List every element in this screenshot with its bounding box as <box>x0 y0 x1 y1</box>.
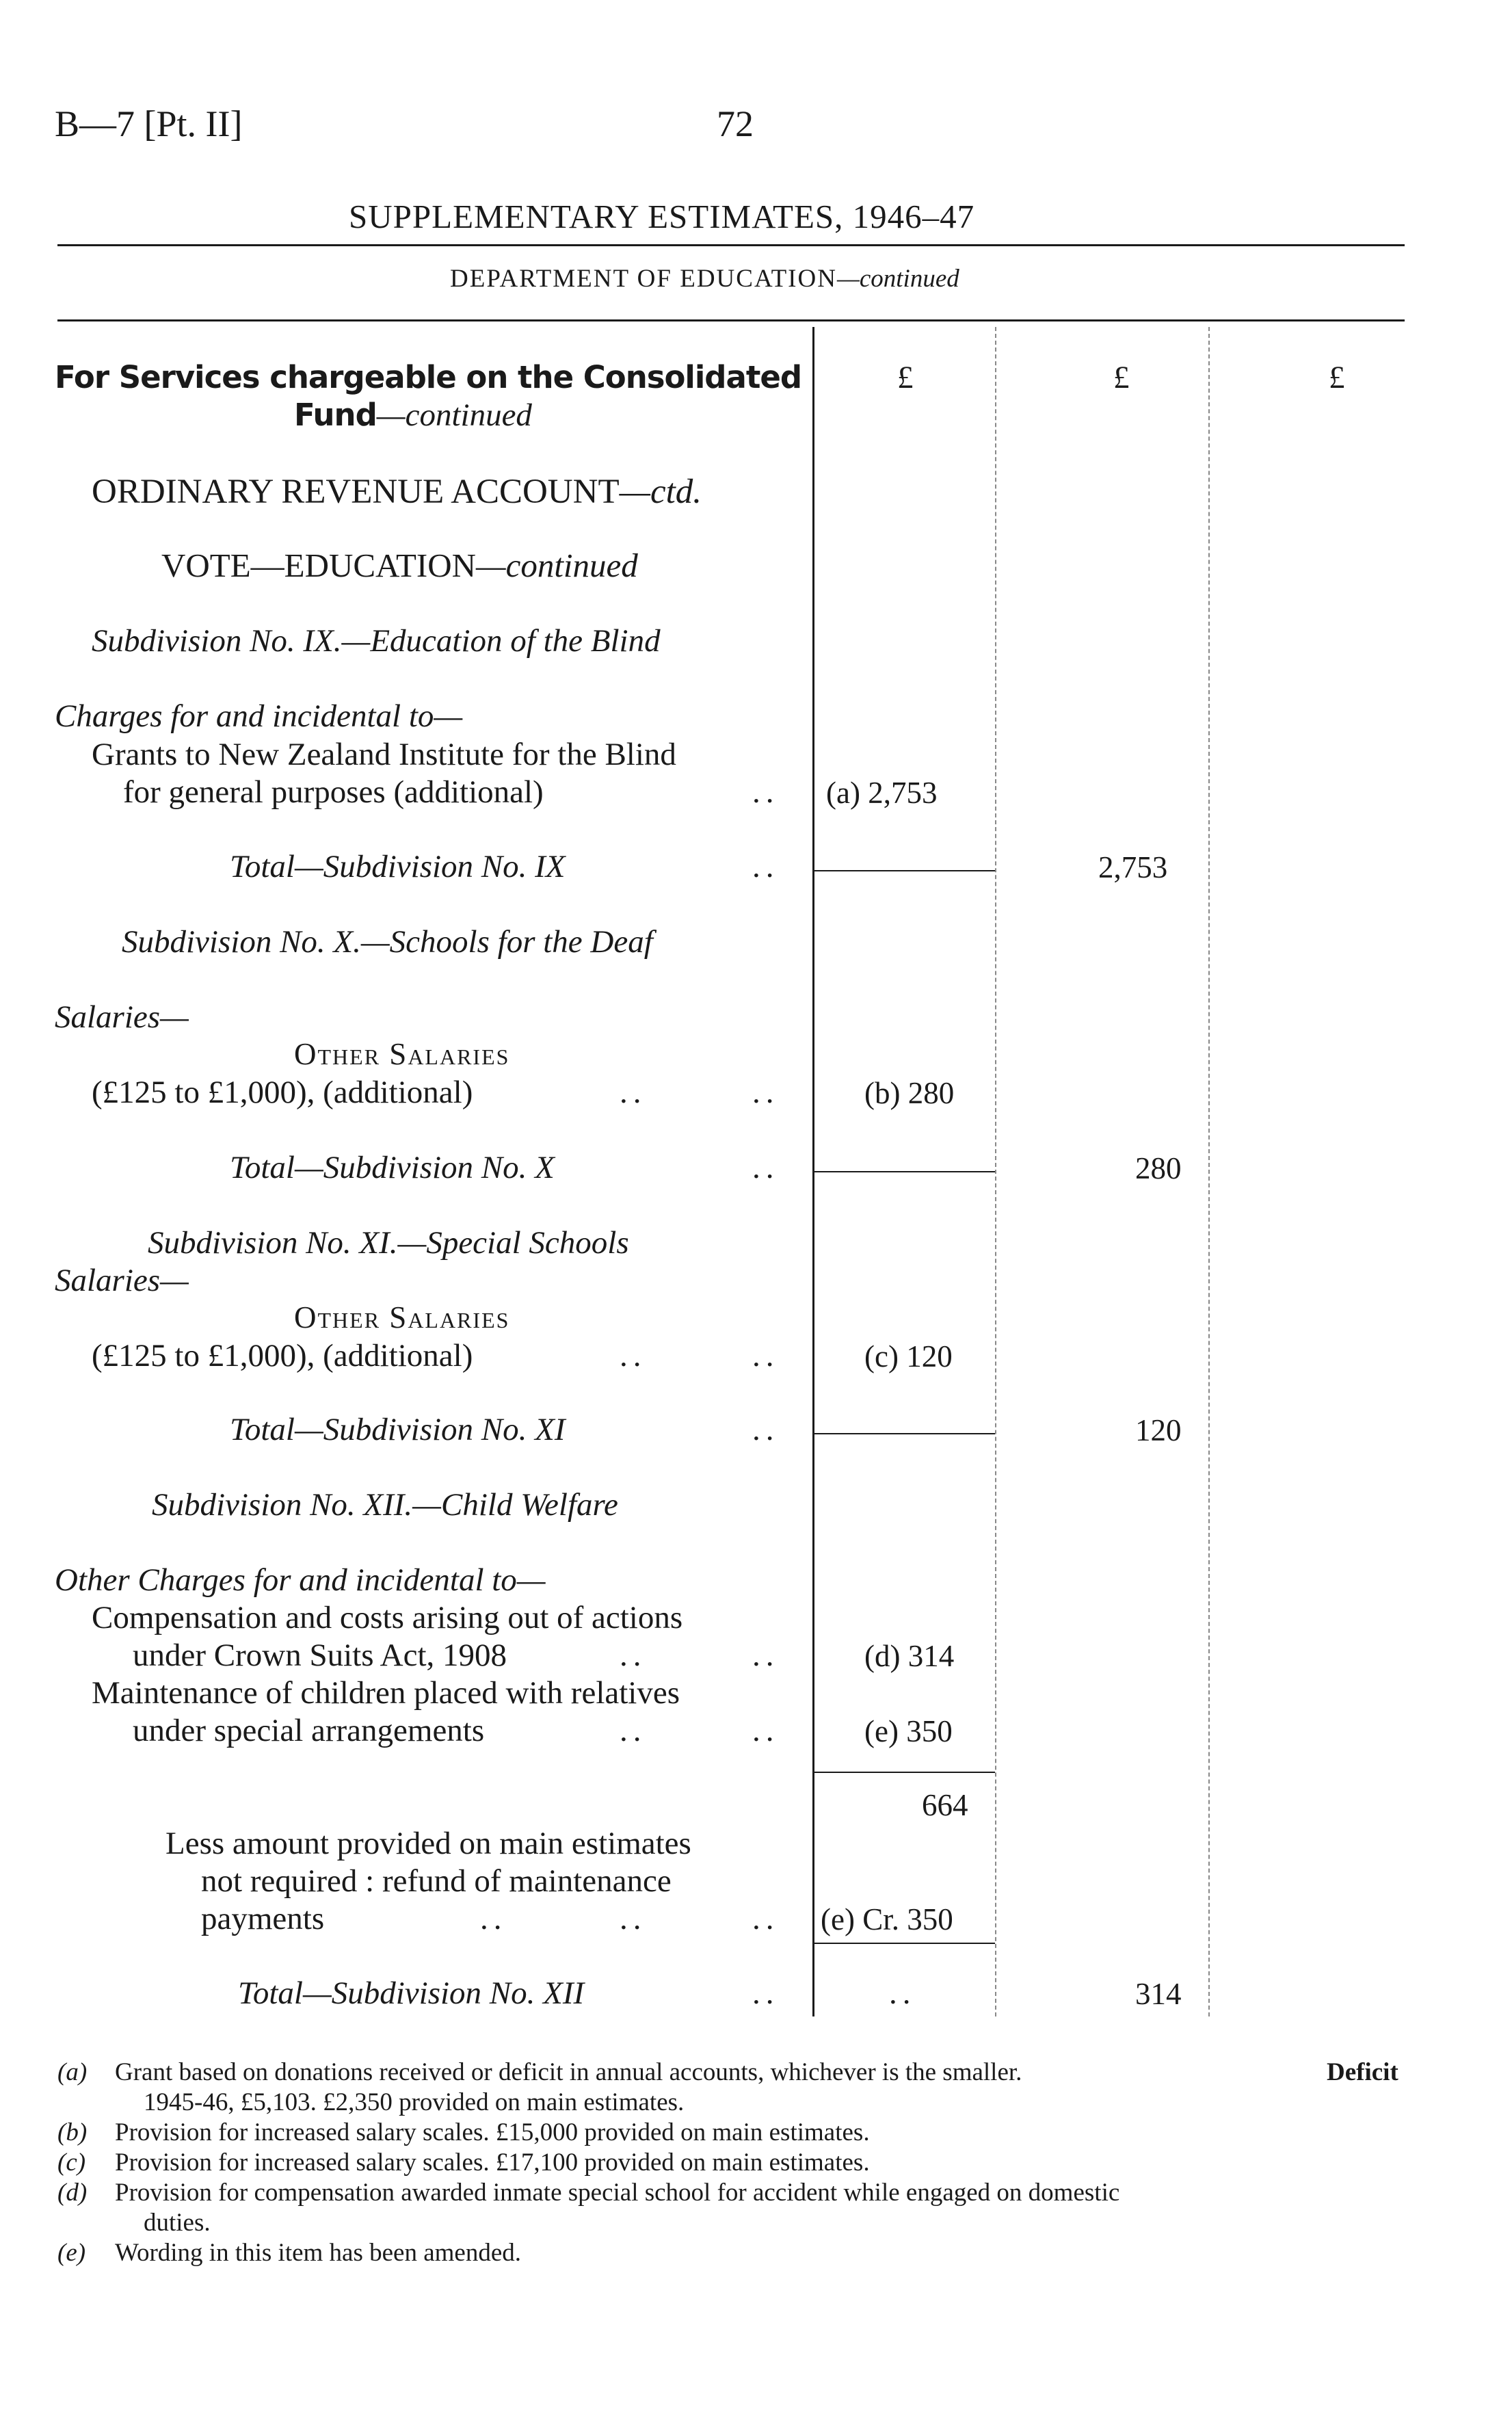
column-rule-2 <box>995 327 996 2016</box>
leader-dots: .. <box>620 1638 647 1673</box>
column-rule-3 <box>1208 327 1210 2016</box>
leader-dots: .. <box>752 1150 780 1185</box>
footnote-a-mark: (a) <box>57 2058 88 2086</box>
page-number: 72 <box>717 103 754 144</box>
subdivision-10-other-salaries: Other Salaries <box>294 1037 510 1071</box>
subdivision-11-salaries-label: Salaries— <box>55 1263 189 1298</box>
column-2-currency: £ <box>1113 360 1130 395</box>
services-heading-line2 <box>294 397 532 434</box>
title-rule <box>57 244 1405 246</box>
subdivision-12-charges-label: Other Charges for and incidental to— <box>55 1562 546 1598</box>
footnote-b-mark: (b) <box>57 2118 88 2146</box>
footnote-a-line2: 1945-46, £5,103. £2,350 provided on main estimates. <box>144 2088 685 2116</box>
subdivision-10-total-label: Total—Subdivision No. X <box>230 1150 555 1185</box>
subdivision-12-item1-value: (d) 314 <box>864 1639 955 1673</box>
subtotal-rule <box>814 1171 995 1172</box>
department-heading <box>450 264 959 293</box>
leader-dots: .. <box>620 1713 647 1748</box>
subdivision-12-title: Subdivision No. XII.—Child Welfare <box>152 1487 618 1523</box>
subtotal-rule <box>814 870 995 871</box>
vote-heading <box>161 546 638 585</box>
subdivision-9-total-value: 2,753 <box>1098 850 1168 884</box>
footnote-b-text: Provision for increased salary scales. £15,000 provided on main estimates. <box>115 2118 870 2146</box>
subtotal-rule <box>814 1943 995 1944</box>
footnote-d-line1: Provision for compensation awarded inmate special school for accident while engaged on domestic <box>115 2179 1120 2207</box>
leader-dots: .. <box>620 1075 647 1110</box>
subtotal-rule <box>814 1772 995 1773</box>
subdivision-12-item2-line2: under special arrangements <box>133 1713 485 1748</box>
subdivision-12-item2-line1: Maintenance of children placed with relatives <box>92 1675 680 1711</box>
services-heading-fund: Fund <box>294 397 377 433</box>
column-3-currency: £ <box>1329 360 1345 395</box>
subdivision-9-item-value: (a) 2,753 <box>826 776 938 810</box>
account-heading <box>92 472 702 512</box>
subdivision-9-title: Subdivision No. IX.—Education of the Blind <box>92 623 661 659</box>
department-rule <box>57 319 1405 321</box>
subdivision-10-salaries-label: Salaries— <box>55 999 189 1035</box>
leader-dots: .. <box>480 1901 507 1936</box>
subdivision-11-title: Subdivision No. XI.—Special Schools <box>148 1225 629 1261</box>
subtotal-rule <box>814 1433 995 1434</box>
department-name: DEPARTMENT OF EDUCATION <box>450 265 837 293</box>
services-heading-suffix: —continued <box>376 397 532 433</box>
leader-dots: .. <box>752 1338 780 1374</box>
footnote-c-text: Provision for increased salary scales. £17,100 provided on main estimates. <box>115 2148 870 2177</box>
footnote-e-text: Wording in this item has been amended. <box>115 2239 522 2267</box>
subdivision-12-less-line1: Less amount provided on main estimates <box>165 1826 691 1861</box>
subdivision-12-less-line2: not required : refund of maintenance <box>201 1863 672 1899</box>
leader-dots: .. <box>752 1975 780 2011</box>
subdivision-12-less-value: (e) Cr. 350 <box>821 1902 953 1936</box>
subdivision-12-less-line3: payments <box>201 1901 325 1936</box>
leader-dots: .. <box>752 1638 780 1673</box>
leader-dots: .. <box>752 849 780 884</box>
subdivision-11-total-value: 120 <box>1135 1413 1182 1447</box>
leader-dots: .. <box>752 774 780 810</box>
subdivision-12-item1-line2: under Crown Suits Act, 1908 <box>133 1638 507 1673</box>
subdivision-11-item-value: (c) 120 <box>864 1339 953 1374</box>
footnote-a-deficit: Deficit <box>1327 2058 1398 2086</box>
subdivision-10-item-line: (£125 to £1,000), (additional) <box>92 1075 473 1110</box>
page-title: SUPPLEMENTARY ESTIMATES, 1946–47 <box>349 198 975 235</box>
document-code: B—7 [Pt. II] <box>55 103 243 144</box>
account-suffix: —ctd. <box>619 473 702 511</box>
subdivision-12-item2-value: (e) 350 <box>864 1714 953 1748</box>
leader-dots: .. <box>752 1713 780 1748</box>
subdivision-9-item-line2: for general purposes (additional) <box>123 774 544 810</box>
subdivision-10-title: Subdivision No. X.—Schools for the Deaf <box>122 924 653 960</box>
subdivision-11-other-salaries: Other Salaries <box>294 1300 510 1335</box>
leader-dots: .. <box>752 1412 780 1447</box>
subdivision-10-total-value: 280 <box>1135 1151 1182 1185</box>
subdivision-12-subtotal: 664 <box>922 1788 968 1822</box>
subdivision-11-total-label: Total—Subdivision No. XI <box>230 1412 566 1447</box>
subdivision-9-charges-label: Charges for and incidental to— <box>55 698 463 734</box>
account-name: ORDINARY REVENUE ACCOUNT <box>92 473 620 511</box>
subdivision-9-item-line1: Grants to New Zealand Institute for the Blind <box>92 737 676 772</box>
subdivision-9-total-label: Total—Subdivision No. IX <box>230 849 566 884</box>
subdivision-10-item-value: (b) 280 <box>864 1076 955 1110</box>
footnote-d-line2: duties. <box>144 2209 211 2237</box>
subdivision-12-item1-line1: Compensation and costs arising out of actions <box>92 1600 683 1635</box>
vote-name: VOTE—EDUCATION <box>161 547 476 584</box>
footnote-c-mark: (c) <box>57 2148 86 2177</box>
column-1-currency: £ <box>897 360 914 395</box>
leader-dots: .. <box>752 1901 780 1936</box>
subdivision-12-total-value: 314 <box>1135 1977 1182 2011</box>
footnote-e-mark: (e) <box>57 2239 86 2267</box>
subdivision-12-total-col1: .. <box>889 1975 916 2011</box>
footnote-d-mark: (d) <box>57 2179 88 2207</box>
subdivision-11-item-line: (£125 to £1,000), (additional) <box>92 1338 473 1374</box>
vote-suffix: —continued <box>476 547 638 584</box>
department-suffix: —continued <box>836 265 959 293</box>
services-heading-line1: For Services chargeable on the Consolidated <box>55 359 802 395</box>
leader-dots: .. <box>752 1075 780 1110</box>
subdivision-12-total-label: Total—Subdivision No. XII <box>238 1975 585 2011</box>
leader-dots: .. <box>620 1901 647 1936</box>
leader-dots: .. <box>620 1338 647 1374</box>
footnote-a-line1: Grant based on donations received or deficit in annual accounts, whichever is the smaller. <box>115 2058 1022 2086</box>
